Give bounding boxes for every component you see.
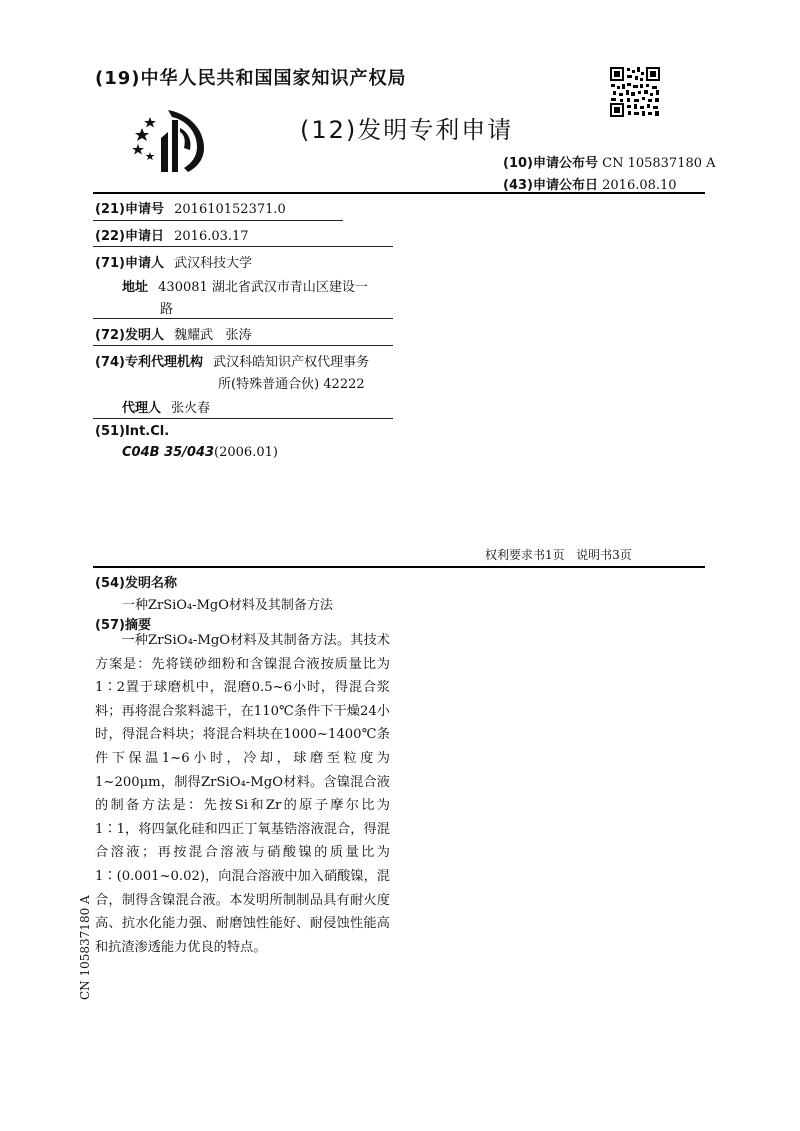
address-label: 地址	[122, 280, 149, 295]
patent-agent	[122, 397, 210, 416]
agent-label: 代理人	[122, 401, 162, 416]
application-number	[95, 198, 286, 217]
int-cl-version: (2006.01)	[214, 445, 278, 460]
application-date-value: 2016.03.17	[174, 229, 249, 244]
inventors	[95, 324, 252, 343]
application-number-value: 201610152371.0	[174, 202, 286, 217]
inventors-label: (72)发明人	[95, 328, 164, 343]
publication-date	[503, 174, 677, 193]
publication-date-value: 2016.08.10	[602, 178, 677, 193]
int-cl	[95, 424, 169, 439]
qr-code-icon	[609, 66, 661, 118]
issuing-office: (19)中华人民共和国国家知识产权局	[95, 68, 407, 89]
int-cl-code: C04B 35/043	[122, 445, 215, 460]
agency-label: (74)专利代理机构	[95, 355, 203, 370]
inventors-value: 魏耀武 张涛	[174, 328, 252, 343]
page-count-note: 权利要求书1页 说明书3页	[485, 548, 632, 562]
applicant-value: 武汉科技大学	[174, 256, 253, 271]
address-line-2: 路	[160, 302, 174, 317]
applicant-label: (71)申请人	[95, 256, 164, 271]
abstract-label-text: (57)摘要	[95, 618, 151, 633]
field-divider	[93, 418, 393, 419]
application-date	[95, 225, 249, 244]
publication-date-label: (43)申请公布日	[503, 178, 598, 193]
applicant	[95, 252, 252, 271]
field-divider	[93, 220, 343, 221]
application-date-label: (22)申请日	[95, 229, 164, 244]
header-divider	[93, 192, 705, 194]
int-cl-label: (51)Int.Cl.	[95, 424, 170, 439]
side-publication-number: CN 105837180 A	[78, 895, 92, 1000]
patent-agency	[95, 351, 369, 370]
agent-value: 张火春	[171, 401, 211, 416]
section-divider	[93, 566, 705, 568]
publication-number-value: CN 105837180 A	[602, 156, 716, 171]
publication-number-label: (10)申请公布号	[503, 156, 598, 171]
application-number-label: (21)申请号	[95, 202, 164, 217]
abstract-text: 一种ZrSiO₄-MgO材料及其制备方法。其技术方案是：先将镁砂细粉和含镍混合液按质量比为1∶2置于球磨机中，混磨0.5~6小时，得混合浆料；再将混合浆料滤干，在110℃条件下干燥24小时，得混合料块；将混合料块在1000~1400℃条件下保温1~6小时，冷却，球磨至粒度为1~200μm，制得ZrSiO₄-MgO材料。含镍混合液的制备方法是：先按Si和Zr的原子摩尔比为1∶1，将四氯化硅和四正丁氧基锆溶液混合，得混合溶液；再按混合溶液与硝酸镍的质量比为1∶(0.001~0.02)，向混合溶液中加入硝酸镍，混合，制得含镍混合液。本发明所制制品具有耐火度高、抗水化能力强、耐磨蚀性能好、耐侵蚀性能高和抗渣渗透能力优良的特点。	[95, 633, 390, 955]
invention-title-label	[95, 572, 177, 591]
field-divider	[93, 345, 393, 346]
invention-title-label-text: (54)发明名称	[95, 576, 177, 591]
agency-line-2: 所(特殊普通合伙) 42222	[218, 377, 365, 392]
applicant-address	[122, 276, 368, 295]
patent-office-logo-icon	[128, 108, 208, 174]
agency-line-1: 武汉科皓知识产权代理事务	[213, 355, 370, 370]
invention-title: 一种ZrSiO₄-MgO材料及其制备方法	[122, 598, 333, 613]
field-divider	[93, 246, 393, 247]
document-type-heading: (12)发明专利申请	[300, 116, 514, 144]
publication-number	[503, 152, 716, 171]
field-divider	[93, 318, 393, 319]
int-cl-classification	[122, 445, 278, 460]
address-line-1: 430081 湖北省武汉市青山区建设一	[158, 280, 368, 295]
